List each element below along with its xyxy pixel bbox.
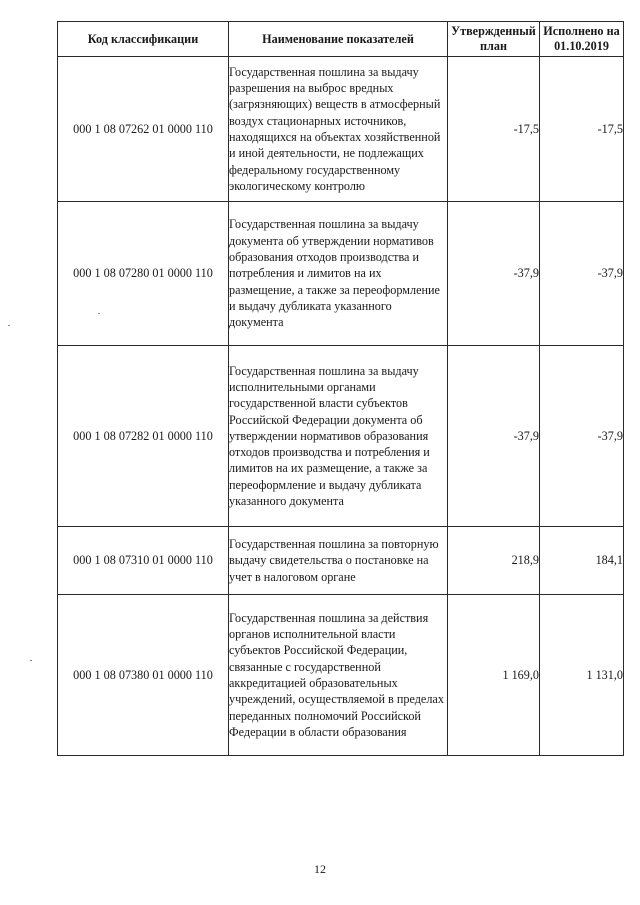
row-plan: -37,9 xyxy=(448,346,540,527)
row-code: 000 1 08 07262 01 0000 110 xyxy=(58,57,229,202)
table-row xyxy=(58,527,624,595)
scan-speck xyxy=(30,660,32,661)
header-done: Исполнено на 01.10.2019 xyxy=(540,22,624,57)
header-code: Код классификации xyxy=(58,22,229,57)
header-name: Наименование показателей xyxy=(229,22,448,57)
row-done: -37,9 xyxy=(540,202,624,346)
table-row xyxy=(58,595,624,756)
row-name: Государственная пошлина за выдачу документа об утверждении нормативов образования отходов производства и потребления и лимитов на их размещение, а также за переоформление и выдачу дубликата указанного документа xyxy=(229,202,448,346)
header-plan: Утвержденный план xyxy=(448,22,540,57)
row-code: 000 1 08 07310 01 0000 110 xyxy=(58,527,229,595)
table-row xyxy=(58,346,624,527)
table-row xyxy=(58,57,624,202)
table-header-row xyxy=(58,22,624,57)
row-code: 000 1 08 07280 01 0000 110 xyxy=(58,202,229,346)
row-done: 1 131,0 xyxy=(540,595,624,756)
scan-speck xyxy=(8,325,10,326)
row-code: 000 1 08 07282 01 0000 110 xyxy=(58,346,229,527)
row-plan: 218,9 xyxy=(448,527,540,595)
row-code: 000 1 08 07380 01 0000 110 xyxy=(58,595,229,756)
row-plan: 1 169,0 xyxy=(448,595,540,756)
row-name: Государственная пошлина за повторную выдачу свидетельства о постановке на учет в налоговом органе xyxy=(229,527,448,595)
row-done: -17,5 xyxy=(540,57,624,202)
scan-speck xyxy=(98,313,100,314)
row-name: Государственная пошлина за выдачу разрешения на выброс вредных (загрязняющих) веществ в атмосферный воздух стационарных источников, находящихся на объектах хозяйственной и иной деятельности, не подлежащих федеральному государственному экологическому контролю xyxy=(229,57,448,202)
row-done: -37,9 xyxy=(540,346,624,527)
row-done: 184,1 xyxy=(540,527,624,595)
row-plan: -37,9 xyxy=(448,202,540,346)
row-name: Государственная пошлина за выдачу исполнительными органами государственной власти субъектов Российской Федерации документа об утверждении нормативов образования отходов производства и потребления и лимитов на их размещение, а также за переоформление и выдачу дубликата указанного документа xyxy=(229,346,448,527)
row-plan: -17,5 xyxy=(448,57,540,202)
table-row xyxy=(58,202,624,346)
page-number: 12 xyxy=(314,862,326,876)
budget-table xyxy=(57,21,624,756)
row-name: Государственная пошлина за действия органов исполнительной власти субъектов Российской Федерации, связанные с государственной аккредитацией образовательных учреждений, осуществляемой в пределах переданных полномочий Российской Федерации в области образования xyxy=(229,595,448,756)
